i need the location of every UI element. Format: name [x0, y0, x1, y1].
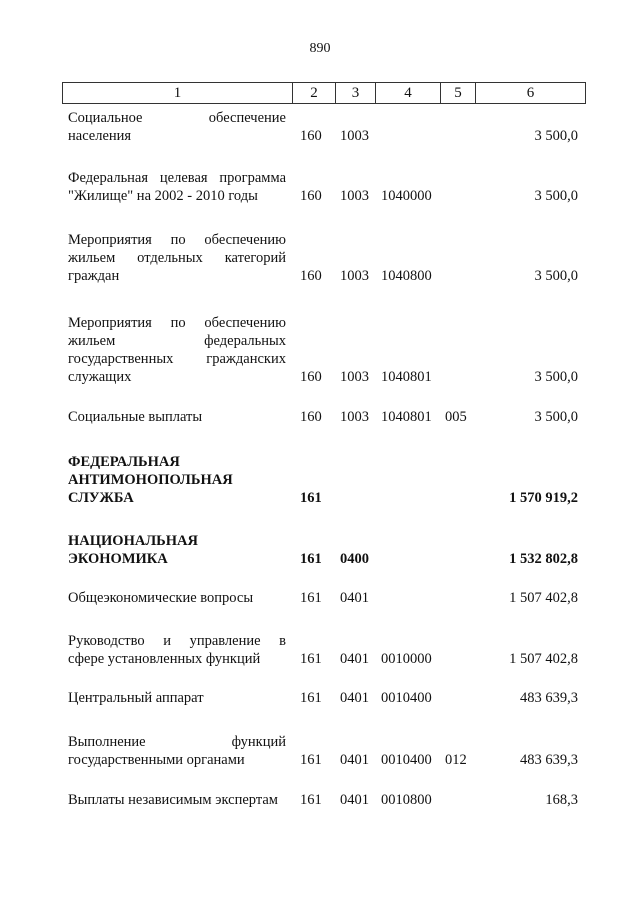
column-header-row — [63, 83, 586, 104]
description-line: Мероприятия по обеспечению — [68, 232, 286, 248]
cell-ministry-code: 161 — [300, 690, 322, 706]
cell-expense-type: 012 — [445, 752, 467, 768]
cell-ministry-code: 160 — [300, 128, 322, 144]
description-line: Выполнение функций — [68, 734, 286, 750]
row-description — [68, 791, 298, 809]
column-header-4: 4 — [376, 83, 441, 104]
description-line: ЭКОНОМИКА — [68, 551, 168, 567]
cell-target-code: 0010000 — [381, 651, 432, 667]
cell-amount: 1 532 802,8 — [509, 551, 578, 567]
column-header-5: 5 — [441, 83, 476, 104]
page-number: 890 — [309, 41, 331, 56]
row-description — [68, 408, 286, 426]
cell-section-code: 1003 — [340, 268, 369, 284]
description-line: Выплаты независимым экспертам — [68, 792, 278, 808]
cell-amount: 3 500,0 — [534, 369, 578, 385]
cell-ministry-code: 161 — [300, 752, 322, 768]
cell-section-code: 1003 — [340, 409, 369, 425]
cell-target-code: 0010400 — [381, 690, 432, 706]
cell-ministry-code: 160 — [300, 268, 322, 284]
cell-amount: 1 507 402,8 — [509, 651, 578, 667]
cell-ministry-code: 160 — [300, 409, 322, 425]
description-line: жильем федеральных — [68, 333, 286, 349]
row-description — [68, 231, 286, 285]
description-line: Мероприятия по обеспечению — [68, 315, 286, 331]
row-description — [68, 314, 286, 386]
row-description — [68, 733, 286, 769]
description-line: населения — [68, 128, 132, 144]
row-description — [68, 109, 286, 145]
description-line: жильем отдельных категорий — [68, 250, 286, 266]
cell-amount: 3 500,0 — [534, 409, 578, 425]
description-line: ФЕДЕРАЛЬНАЯ — [68, 454, 180, 470]
cell-amount: 3 500,0 — [534, 188, 578, 204]
cell-section-code: 0401 — [340, 690, 369, 706]
description-line: Руководство и управление в — [68, 633, 286, 649]
cell-section-code: 0401 — [340, 752, 369, 768]
cell-section-code: 1003 — [340, 369, 369, 385]
description-line: СЛУЖБА — [68, 490, 134, 506]
cell-target-code: 1040000 — [381, 188, 432, 204]
cell-target-code: 1040801 — [381, 369, 432, 385]
cell-section-code: 1003 — [340, 128, 369, 144]
row-description — [68, 632, 286, 668]
cell-section-code: 0401 — [340, 792, 369, 808]
cell-ministry-code: 161 — [300, 651, 322, 667]
column-header-3: 3 — [336, 83, 376, 104]
description-line: НАЦИОНАЛЬНАЯ — [68, 533, 198, 549]
column-header-2: 2 — [293, 83, 336, 104]
description-line: Федеральная целевая программа — [68, 170, 286, 186]
cell-ministry-code: 161 — [300, 792, 322, 808]
cell-ministry-code: 160 — [300, 188, 322, 204]
cell-target-code: 0010400 — [381, 752, 432, 768]
cell-target-code: 0010800 — [381, 792, 432, 808]
description-line: АНТИМОНОПОЛЬНАЯ — [68, 472, 233, 488]
description-line: Социальное обеспечение — [68, 110, 286, 126]
description-line: государственных гражданских — [68, 351, 286, 367]
description-line: служащих — [68, 369, 132, 385]
description-line: сфере установленных функций — [68, 651, 261, 667]
cell-amount: 3 500,0 — [534, 268, 578, 284]
cell-section-code: 0401 — [340, 651, 369, 667]
cell-amount: 168,3 — [545, 792, 578, 808]
column-header-table — [62, 82, 586, 104]
column-header-6: 6 — [476, 83, 586, 104]
description-line: граждан — [68, 268, 120, 284]
description-line: государственными органами — [68, 752, 245, 768]
cell-ministry-code: 161 — [300, 551, 322, 567]
row-description — [68, 453, 286, 507]
cell-ministry-code: 160 — [300, 369, 322, 385]
cell-section-code: 0400 — [340, 551, 369, 567]
cell-amount: 1 570 919,2 — [509, 490, 578, 506]
row-description — [68, 589, 286, 607]
cell-amount: 1 507 402,8 — [509, 590, 578, 606]
row-description — [68, 689, 286, 707]
cell-amount: 3 500,0 — [534, 128, 578, 144]
description-line: Общеэкономические вопросы — [68, 590, 254, 606]
row-description — [68, 532, 286, 568]
description-line: "Жилище" на 2002 - 2010 годы — [68, 188, 258, 204]
column-header-1: 1 — [63, 83, 293, 104]
cell-ministry-code: 161 — [300, 590, 322, 606]
cell-section-code: 1003 — [340, 188, 369, 204]
cell-expense-type: 005 — [445, 409, 467, 425]
description-line: Социальные выплаты — [68, 409, 203, 425]
cell-amount: 483 639,3 — [520, 752, 578, 768]
cell-ministry-code: 161 — [300, 490, 322, 506]
cell-target-code: 1040801 — [381, 409, 432, 425]
cell-section-code: 0401 — [340, 590, 369, 606]
cell-amount: 483 639,3 — [520, 690, 578, 706]
row-description — [68, 169, 286, 205]
description-line: Центральный аппарат — [68, 690, 204, 706]
cell-target-code: 1040800 — [381, 268, 432, 284]
